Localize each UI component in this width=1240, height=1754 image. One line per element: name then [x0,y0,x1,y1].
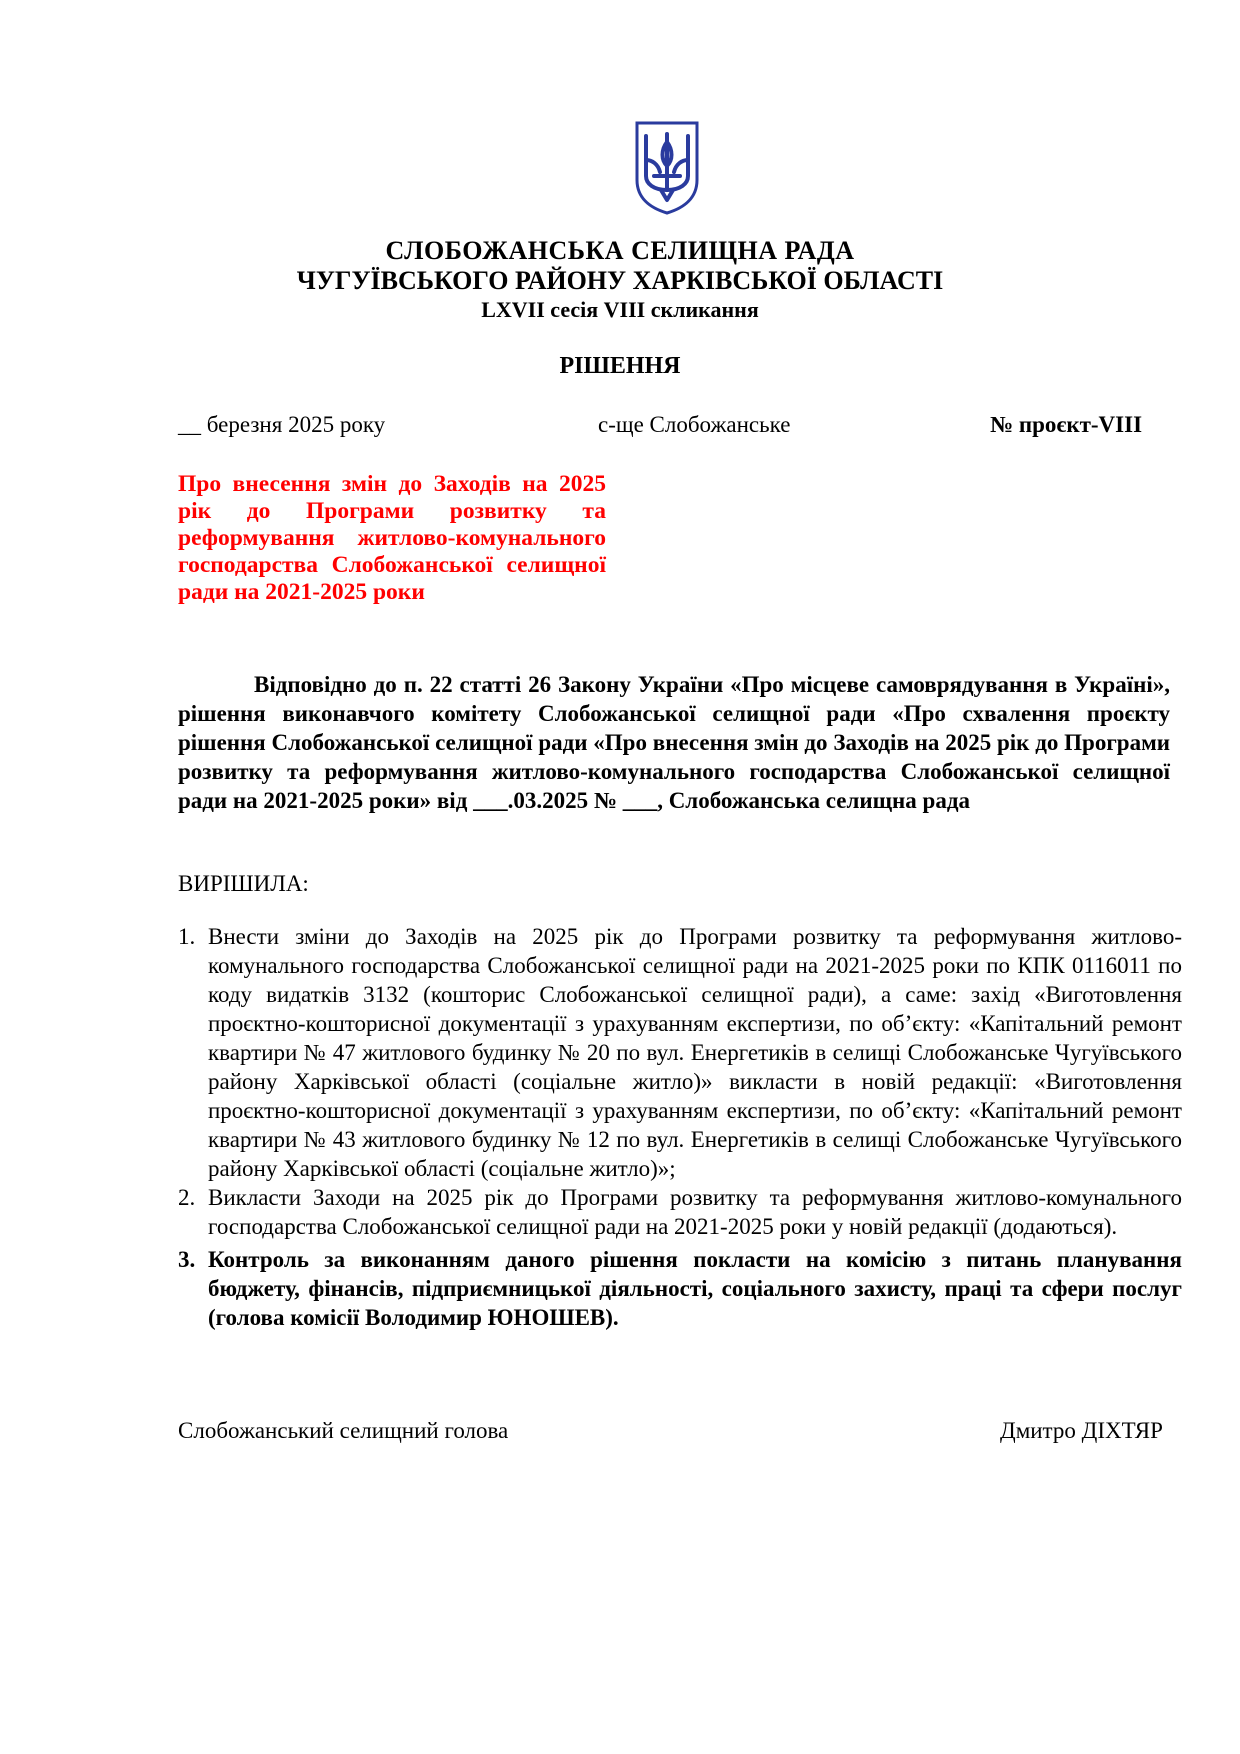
item-text: Контроль за виконанням даного рішення покласти на комісію з питань планування бюджету, фінансів, підприємницької діяльності, соціального захисту, праці та сфери послуг (голова комісії Володимир ЮНОШЕВ). [208,1247,1182,1330]
ukraine-trident-emblem-icon [634,120,700,216]
list-item [178,1183,1182,1241]
signature-role: Слобожанський селищний голова [178,1418,509,1443]
item-text: Внести зміни до Заходів на 2025 рік до Програми розвитку та реформування житлово-комунального господарства Слобожанської селищної ради на 2021-2025 роки по КПК 0116011 по коду видатків 3132 (кошторис Слобожанської селищної ради), а саме: захід «Виготовлення проєктно-кошторисної документації з урахуванням експертизи, по об’єкту: «Капітальний ремонт квартири № 47 житлового будинку № 20 по вул. Енергетиків в селищі Слобожанське Чугуївського району Харківської області (соціальне житло)» викласти в новій редакції: «Виготовлення проєктно-кошторисної документації з урахуванням експертизи, по об’єкту: «Капітальний ремонт квартири № 43 житлового будинку № 12 по вул. Енергетиків в селищі Слобожанське Чугуївського району Харківської області (соціальне житло)»; [208,924,1182,1181]
item-number: 1. [178,924,196,949]
document-title: Про внесення змін до Заходів на 2025 рік до Програми розвитку та реформування житлово-комунального господарства Слобожанської селищної ради на 2021-2025 роки [178,471,606,605]
council-name: СЛОБОЖАНСЬКА СЕЛИЩНА РАДА [385,236,855,265]
item-number: 2. [178,1185,196,1210]
signature-name: Дмитро ДІХТЯР [1000,1418,1163,1443]
decided-label: ВИРІШИЛА: [178,871,309,896]
item-number: 3. [178,1247,196,1272]
item-text: Викласти Заходи на 2025 рік до Програми розвитку та реформування житлово-комунального господарства Слобожанської селищної ради на 2021-2025 роки у новій редакції (додаються). [208,1185,1182,1239]
decision-place: с-ще Слобожанське [598,412,791,437]
list-item [178,922,1182,1183]
list-item [178,1245,1182,1332]
decision-heading: РІШЕННЯ [559,353,681,379]
district-name: ЧУГУЇВСЬКОГО РАЙОНУ ХАРКІВСЬКОЇ ОБЛАСТІ [296,266,944,295]
decision-date: __ березня 2025 року [178,412,386,437]
decision-number: № проєкт-VIII [990,412,1143,437]
session-label: LXVII сесія VIII скликання [481,297,759,322]
decision-items-list [178,922,1182,1332]
preamble-paragraph: Відповідно до п. 22 статті 26 Закону України «Про місцеве самоврядування в Україні», рішення виконавчого комітету Слобожанської селищної ради «Про схвалення проєкту рішення Слобожанської селищної ради «Про внесення змін до Заходів на 2025 рік до Програми розвитку та реформування житлово-комунального господарства Слобожанської селищної ради на 2021-2025 роки» від ___.03.2025 № ___, Слобожанська селищна рада [178,672,1170,813]
